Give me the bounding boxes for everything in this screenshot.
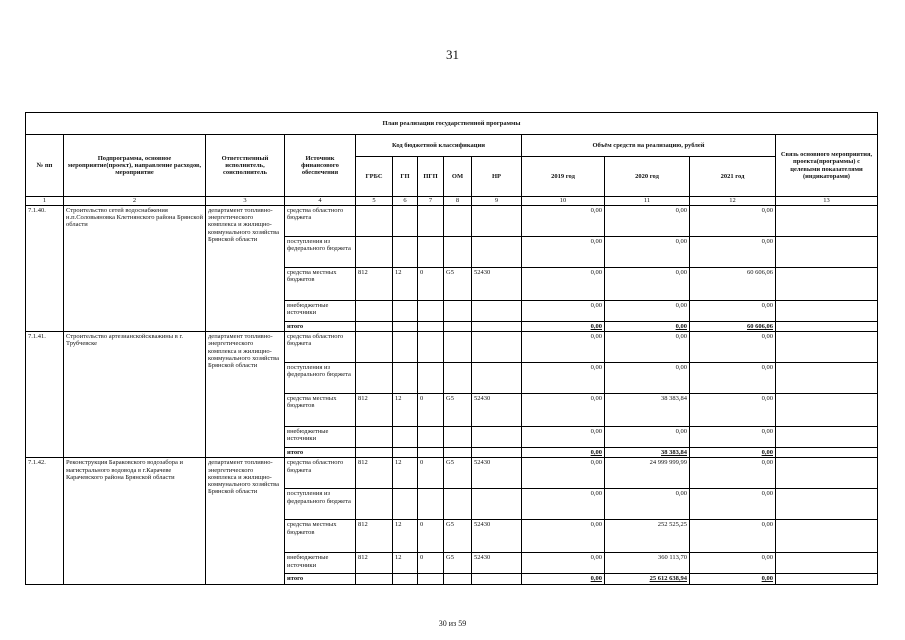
item-number: 7.1.42.: [26, 458, 64, 584]
header-pgp: ПГП: [418, 157, 444, 197]
indicator-link: [776, 332, 878, 363]
code-pgp: [418, 489, 444, 520]
funding-source: средства местных бюджетов: [285, 394, 356, 427]
code-om: [444, 363, 472, 394]
code-om: [444, 237, 472, 268]
amount-2021: 0,00: [690, 553, 776, 574]
code-nr: [472, 489, 522, 520]
code-pgp: [418, 332, 444, 363]
column-number: 7: [418, 197, 444, 206]
funding-source: средства областного бюджета: [285, 206, 356, 237]
code-gp: [393, 206, 418, 237]
table-row: [26, 206, 878, 237]
code-pgp: [418, 301, 444, 322]
code-nr: 52430: [472, 458, 522, 489]
code-grbs: [356, 237, 393, 268]
amount-2021: 0,00: [690, 363, 776, 394]
code-gp: [393, 332, 418, 363]
program-plan-table: [25, 112, 878, 585]
funding-source: итого: [285, 448, 356, 458]
code-grbs: 812: [356, 394, 393, 427]
indicator-link: [776, 206, 878, 237]
code-nr: [472, 448, 522, 458]
indicator-link: [776, 553, 878, 574]
indicator-link: [776, 237, 878, 268]
code-pgp: 0: [418, 520, 444, 553]
code-nr: [472, 427, 522, 448]
column-number: 12: [690, 197, 776, 206]
item-responsible: департамент топливно-энергетического комплекса и жилищно-коммунального хозяйства Брянской области: [206, 458, 285, 584]
amount-2019: 0,00: [522, 206, 605, 237]
indicator-link: [776, 427, 878, 448]
amount-2019: 0,00: [522, 237, 605, 268]
code-pgp: [418, 206, 444, 237]
item-name: Реконструкция Бараковского водозабора и магистрального водовода в г.Карачеве Карачевского района Брянской области: [64, 458, 206, 584]
amount-2019: 0,00: [522, 394, 605, 427]
code-nr: 52430: [472, 553, 522, 574]
code-pgp: 0: [418, 553, 444, 574]
code-gp: 12: [393, 553, 418, 574]
code-om: [444, 322, 472, 332]
code-om: [444, 427, 472, 448]
code-om: [444, 332, 472, 363]
code-gp: [393, 363, 418, 394]
amount-2019: 0,00: [522, 458, 605, 489]
column-number: 6: [393, 197, 418, 206]
code-nr: [472, 237, 522, 268]
code-gp: 12: [393, 268, 418, 301]
funding-source: итого: [285, 574, 356, 584]
code-grbs: 812: [356, 458, 393, 489]
column-number: 1: [26, 197, 64, 206]
code-om: G5: [444, 520, 472, 553]
indicator-link: [776, 574, 878, 584]
amount-2021: 0,00: [690, 301, 776, 322]
code-pgp: [418, 237, 444, 268]
header-nr: НР: [472, 157, 522, 197]
amount-2021: 0,00: [690, 458, 776, 489]
code-grbs: 812: [356, 520, 393, 553]
code-om: G5: [444, 268, 472, 301]
code-grbs: [356, 427, 393, 448]
code-pgp: [418, 363, 444, 394]
item-number: 7.1.41.: [26, 332, 64, 458]
amount-2020: 252 525,25: [605, 520, 690, 553]
code-om: G5: [444, 553, 472, 574]
code-grbs: [356, 448, 393, 458]
code-gp: [393, 448, 418, 458]
amount-2021: 0,00: [690, 520, 776, 553]
code-nr: 52430: [472, 394, 522, 427]
amount-2019: 0,00: [522, 427, 605, 448]
amount-2021: 60 606,06: [690, 268, 776, 301]
indicator-link: [776, 268, 878, 301]
amount-2019: 0,00: [522, 268, 605, 301]
code-gp: [393, 574, 418, 584]
amount-2019: 0,00: [522, 301, 605, 322]
code-gp: [393, 301, 418, 322]
indicator-link: [776, 489, 878, 520]
code-grbs: [356, 363, 393, 394]
code-grbs: [356, 489, 393, 520]
funding-source: внебюджетные источники: [285, 427, 356, 448]
code-grbs: 812: [356, 553, 393, 574]
amount-2019: 0,00: [522, 322, 605, 332]
code-gp: 12: [393, 520, 418, 553]
amount-2020: 0,00: [605, 268, 690, 301]
code-om: G5: [444, 394, 472, 427]
code-nr: [472, 363, 522, 394]
code-pgp: 0: [418, 268, 444, 301]
header-program: Подпрограмма, основное мероприятие(проект), направление расходов, мероприятие: [64, 135, 206, 197]
header-responsible: Ответственный исполнитель, соисполнитель: [206, 135, 285, 197]
page-number: 31: [446, 47, 459, 62]
amount-2020: 0,00: [605, 206, 690, 237]
code-grbs: [356, 206, 393, 237]
column-number: 13: [776, 197, 878, 206]
amount-2021: 0,00: [690, 206, 776, 237]
amount-2021: 0,00: [690, 448, 776, 458]
header-source: Источник финансового обеспечения: [285, 135, 356, 197]
column-number: 8: [444, 197, 472, 206]
header-budget-code: Код бюджетной классификации: [356, 135, 522, 157]
code-om: [444, 301, 472, 322]
funding-source: средства местных бюджетов: [285, 268, 356, 301]
code-pgp: 0: [418, 458, 444, 489]
header-grbs: ГРБС: [356, 157, 393, 197]
code-om: [444, 206, 472, 237]
amount-2021: 0,00: [690, 394, 776, 427]
header-2020: 2020 год: [605, 157, 690, 197]
code-nr: 52430: [472, 520, 522, 553]
amount-2020: 38 383,84: [605, 394, 690, 427]
amount-2020: 0,00: [605, 427, 690, 448]
code-pgp: [418, 574, 444, 584]
item-responsible: департамент топливно-энергетического комплекса и жилищно-коммунального хозяйства Брянской области: [206, 332, 285, 458]
header-link: Связь основного мероприятия, проекта(программы) с целевыми показателями (индикаторами): [776, 135, 878, 197]
code-gp: [393, 489, 418, 520]
amount-2021: 0,00: [690, 574, 776, 584]
table-row: [26, 458, 878, 489]
amount-2019: 0,00: [522, 448, 605, 458]
code-om: G5: [444, 458, 472, 489]
code-grbs: [356, 301, 393, 322]
code-pgp: [418, 322, 444, 332]
funding-source: поступления из федерального бюджета: [285, 489, 356, 520]
amount-2019: 0,00: [522, 574, 605, 584]
code-om: [444, 489, 472, 520]
code-gp: [393, 237, 418, 268]
column-number: 2: [64, 197, 206, 206]
indicator-link: [776, 322, 878, 332]
amount-2021: 0,00: [690, 489, 776, 520]
item-name: Строительство сетей водоснабжения н.п.Соловьяновка Клетнянского района Брянской области: [64, 206, 206, 332]
code-grbs: [356, 322, 393, 332]
amount-2020: 25 612 638,94: [605, 574, 690, 584]
column-number: 3: [206, 197, 285, 206]
code-pgp: [418, 427, 444, 448]
amount-2021: 0,00: [690, 332, 776, 363]
amount-2019: 0,00: [522, 332, 605, 363]
funding-source: итого: [285, 322, 356, 332]
code-grbs: [356, 332, 393, 363]
code-gp: [393, 427, 418, 448]
item-responsible: департамент топливно-энергетического комплекса и жилищно-коммунального хозяйства Брянской области: [206, 206, 285, 332]
indicator-link: [776, 363, 878, 394]
amount-2020: 0,00: [605, 332, 690, 363]
column-number: 9: [472, 197, 522, 206]
column-number: 4: [285, 197, 356, 206]
indicator-link: [776, 394, 878, 427]
amount-2019: 0,00: [522, 489, 605, 520]
amount-2020: 360 113,70: [605, 553, 690, 574]
header-no: № пп: [26, 135, 64, 197]
amount-2020: 38 383,84: [605, 448, 690, 458]
code-grbs: 812: [356, 268, 393, 301]
item-name: Строительство артезианскойскважины в г. Трубчевске: [64, 332, 206, 458]
header-gp: ГП: [393, 157, 418, 197]
funding-source: внебюджетные источники: [285, 301, 356, 322]
code-nr: [472, 322, 522, 332]
header-2019: 2019 год: [522, 157, 605, 197]
code-gp: 12: [393, 458, 418, 489]
funding-source: внебюджетные источники: [285, 553, 356, 574]
table-row: [26, 332, 878, 363]
code-nr: [472, 574, 522, 584]
page-footer: 30 из 59: [438, 619, 467, 628]
amount-2020: 0,00: [605, 237, 690, 268]
code-pgp: [418, 448, 444, 458]
code-om: [444, 574, 472, 584]
header-om: ОМ: [444, 157, 472, 197]
column-number: 5: [356, 197, 393, 206]
funding-source: средства областного бюджета: [285, 332, 356, 363]
column-number: 10: [522, 197, 605, 206]
amount-2019: 0,00: [522, 363, 605, 394]
amount-2020: 0,00: [605, 322, 690, 332]
column-number: 11: [605, 197, 690, 206]
code-nr: [472, 301, 522, 322]
amount-2021: 60 606,06: [690, 322, 776, 332]
code-nr: [472, 206, 522, 237]
code-nr: 52430: [472, 268, 522, 301]
funding-source: средства областного бюджета: [285, 458, 356, 489]
code-nr: [472, 332, 522, 363]
funding-source: поступления из федерального бюджета: [285, 363, 356, 394]
code-grbs: [356, 574, 393, 584]
funding-source: поступления из федерального бюджета: [285, 237, 356, 268]
code-pgp: 0: [418, 394, 444, 427]
code-om: [444, 448, 472, 458]
amount-2019: 0,00: [522, 520, 605, 553]
indicator-link: [776, 520, 878, 553]
code-gp: 12: [393, 394, 418, 427]
indicator-link: [776, 301, 878, 322]
header-volume: Объём средств на реализацию, рублей: [522, 135, 776, 157]
code-gp: [393, 322, 418, 332]
indicator-link: [776, 448, 878, 458]
item-number: 7.1.40.: [26, 206, 64, 332]
header-2021: 2021 год: [690, 157, 776, 197]
table-title: План реализации государственной программы: [26, 113, 878, 135]
amount-2021: 0,00: [690, 427, 776, 448]
funding-source: средства местных бюджетов: [285, 520, 356, 553]
indicator-link: [776, 458, 878, 489]
amount-2020: 24 999 999,99: [605, 458, 690, 489]
amount-2021: 0,00: [690, 237, 776, 268]
amount-2020: 0,00: [605, 489, 690, 520]
amount-2020: 0,00: [605, 363, 690, 394]
amount-2019: 0,00: [522, 553, 605, 574]
amount-2020: 0,00: [605, 301, 690, 322]
